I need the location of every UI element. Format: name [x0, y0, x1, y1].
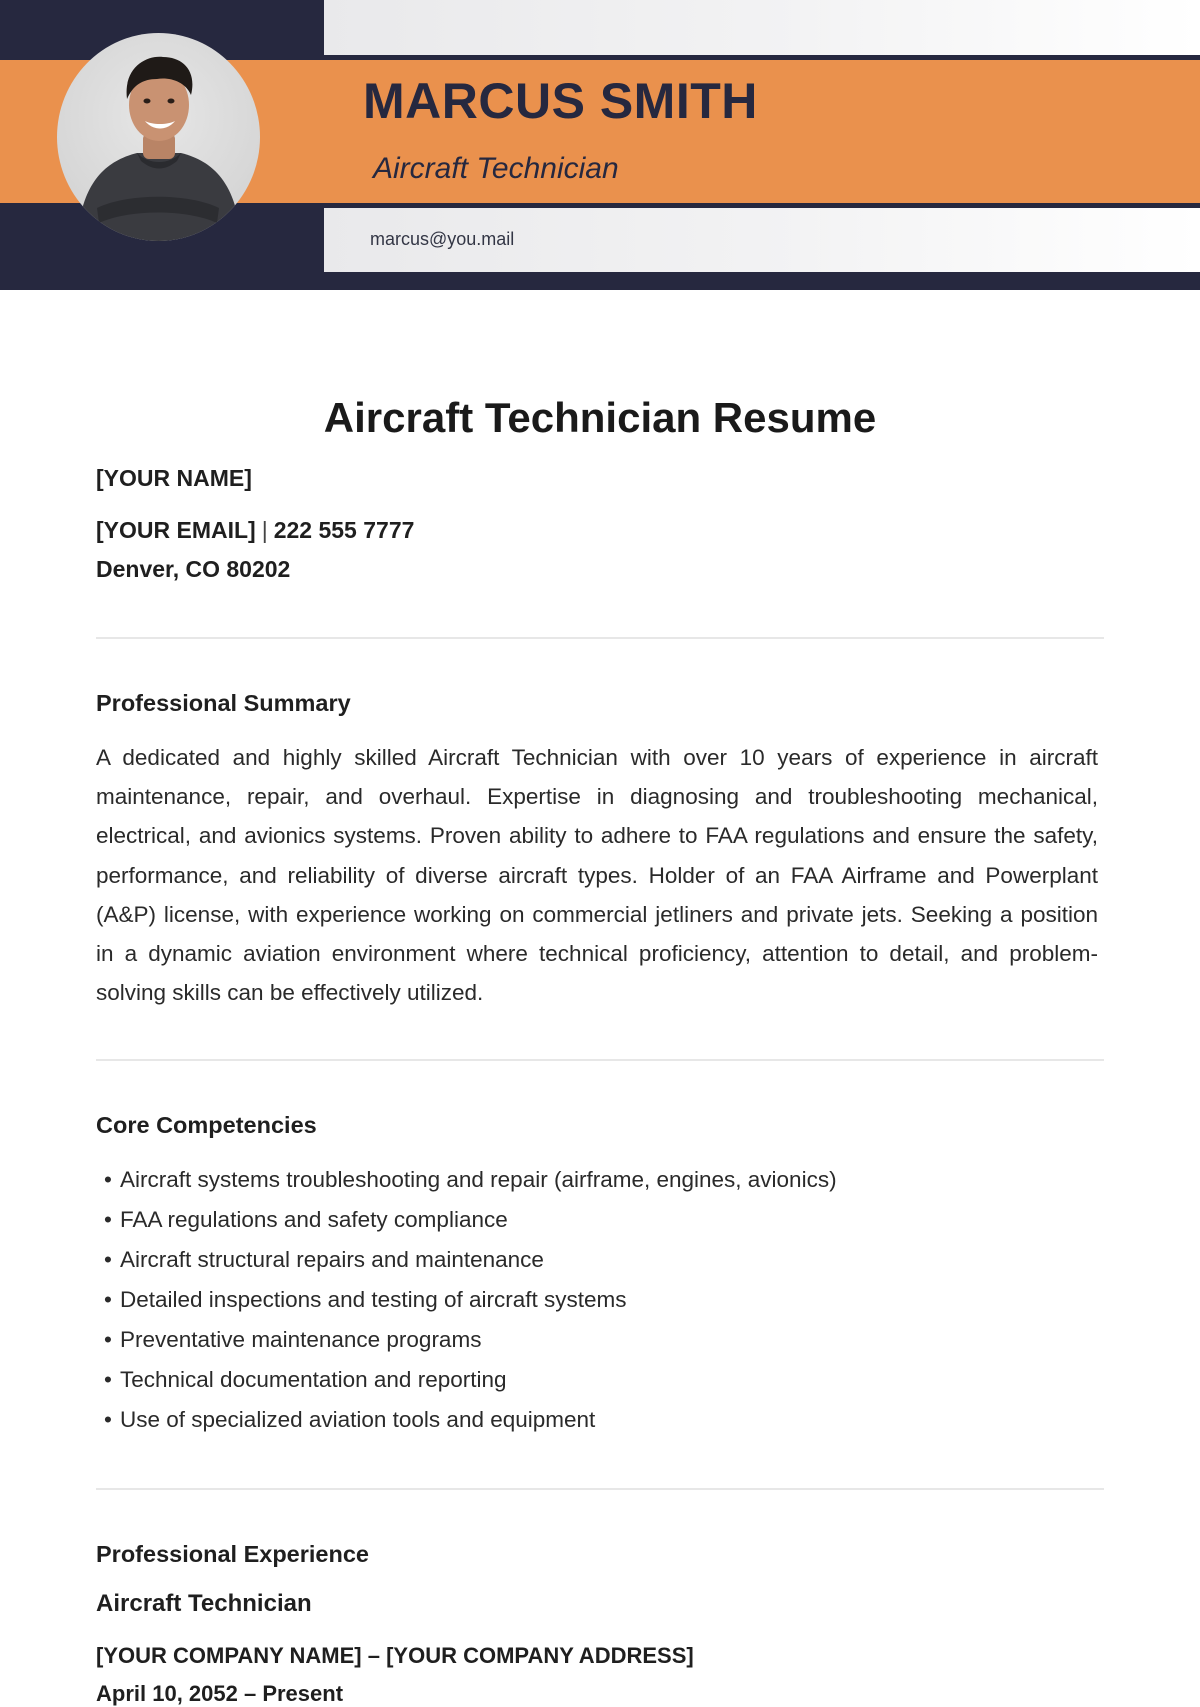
bullet-icon: •: [104, 1247, 112, 1272]
profile-photo: [57, 33, 260, 241]
bullet-icon: •: [104, 1207, 112, 1232]
employment-dates: April 10, 2052 – Present: [96, 1681, 344, 1706]
header-name: MARCUS SMITH: [363, 73, 758, 129]
competency-text: Aircraft structural repairs and maintenance: [120, 1247, 544, 1272]
location-field: Denver, CO 80202: [96, 556, 291, 582]
divider: [96, 1488, 1104, 1490]
phone-number: 222 555 7777: [273, 517, 415, 543]
competency-text: Technical documentation and reporting: [120, 1367, 507, 1392]
contact-line: [96, 517, 414, 544]
competency-text: Detailed inspections and testing of aircraft systems: [120, 1287, 627, 1312]
summary-text: A dedicated and highly skilled Aircraft Technician with over 10 years of experience in aircraft maintenance, repair, and overhaul. Expertise in diagnosing and troubleshooting mechanical, electrical, and avionics systems. Proven ability to adhere to FAA regulations and ensure the safety, performance, and reliability of diverse aircraft types. Holder of an FAA Airframe and Powerplant (A&P) license, with experience working on commercial jetliners and private jets. Seeking a position in a dynamic aviation environment where technical proficiency, attention to detail, and problem-solving skills can be effectively utilized.: [96, 745, 1098, 1006]
list-item: [96, 1360, 837, 1400]
bullet-icon: •: [104, 1367, 112, 1392]
header-email[interactable]: marcus@you.mail: [370, 229, 515, 249]
divider: [96, 637, 1104, 639]
header-role: Aircraft Technician: [373, 152, 619, 185]
list-item: [96, 1320, 837, 1360]
competency-text: Use of specialized aviation tools and equipment: [120, 1407, 596, 1432]
divider: [96, 1059, 1104, 1061]
competencies-heading: Core Competencies: [96, 1112, 317, 1138]
person-photo-icon: [57, 33, 260, 241]
list-item: [96, 1240, 837, 1280]
competencies-list: [96, 1160, 837, 1440]
bullet-icon: •: [104, 1407, 112, 1432]
header-bottom-rule: [324, 203, 1200, 208]
experience-heading: Professional Experience: [96, 1541, 369, 1567]
bullet-icon: •: [104, 1167, 112, 1192]
job-title: Aircraft Technician: [96, 1590, 312, 1617]
contact-separator: |: [261, 517, 268, 543]
list-item: [96, 1400, 837, 1440]
resume-title: Aircraft Technician Resume: [323, 394, 877, 441]
bullet-icon: •: [104, 1327, 112, 1352]
competency-text: FAA regulations and safety compliance: [120, 1207, 508, 1232]
list-item: [96, 1200, 837, 1240]
list-item: [96, 1280, 837, 1320]
competency-text: Aircraft systems troubleshooting and repair (airframe, engines, avionics): [120, 1167, 837, 1192]
summary-heading: Professional Summary: [96, 690, 351, 716]
header-banner: [0, 0, 1200, 290]
your-name-field: [YOUR NAME]: [96, 465, 252, 491]
company-line: [YOUR COMPANY NAME] – [YOUR COMPANY ADDRESS]: [96, 1643, 694, 1668]
your-email-field: [YOUR EMAIL]: [96, 517, 256, 543]
list-item: [96, 1160, 837, 1200]
competency-text: Preventative maintenance programs: [120, 1327, 482, 1352]
bullet-icon: •: [104, 1287, 112, 1312]
